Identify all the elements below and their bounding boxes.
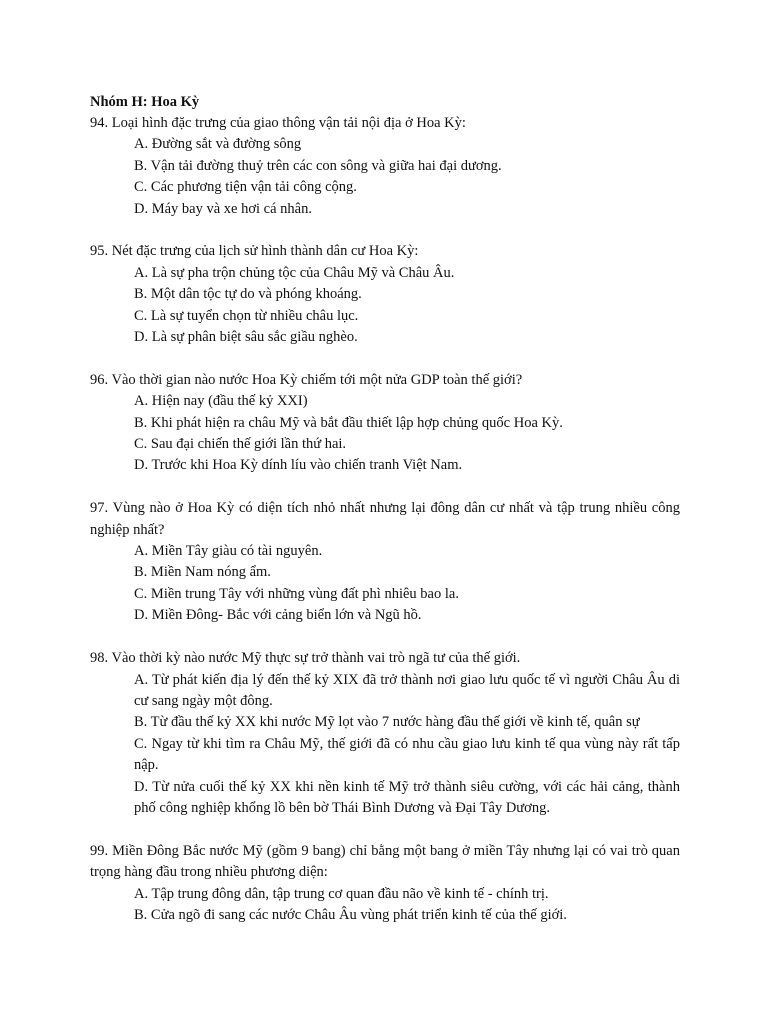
option-b: B. Một dân tộc tự do và phóng khoáng. — [134, 286, 362, 303]
question-text: 99. Miền Đông Bắc nước Mỹ (gồm 9 bang) chỉ bằng một bang ở miền Tây nhưng lại có vai trò quan trọng hàng đầu trong nhiều phương diện: — [90, 842, 680, 881]
option-a: A. Hiện nay (đầu thế kỷ XXI) — [134, 393, 308, 410]
answer-options — [90, 541, 680, 627]
option-b: B. Khi phát hiện ra châu Mỹ và bắt đầu thiết lập hợp chủng quốc Hoa Kỳ. — [134, 414, 563, 431]
answer-options — [90, 884, 680, 927]
option-d: D. Miền Đông- Bắc với cảng biển lớn và Ngũ hồ. — [134, 607, 422, 624]
option-a: A. Đường sắt và đường sông — [134, 136, 302, 153]
question-96 — [90, 370, 680, 477]
option-a: A. Miền Tây giàu có tài nguyên. — [134, 543, 323, 560]
question-text: 96. Vào thời gian nào nước Hoa Kỳ chiếm tới một nửa GDP toàn thế giới? — [90, 371, 523, 388]
answer-options — [90, 391, 680, 477]
question-94 — [90, 113, 680, 220]
question-98 — [90, 648, 680, 819]
spacer — [90, 477, 680, 498]
spacer — [90, 348, 680, 369]
option-c: C. Ngay từ khi tìm ra Châu Mỹ, thế giới đã có nhu cầu giao lưu kinh tế qua vùng này rất tấp nập. — [134, 735, 680, 774]
spacer — [90, 819, 680, 840]
answer-options — [90, 670, 680, 820]
question-text: 98. Vào thời kỳ nào nước Mỹ thực sự trở thành vai trò ngã tư của thế giới. — [90, 650, 521, 667]
answer-options — [90, 263, 680, 349]
question-95 — [90, 241, 680, 348]
section-heading: Nhóm H: Hoa Kỳ — [90, 94, 200, 110]
question-97 — [90, 498, 680, 626]
option-c: C. Các phương tiện vận tải công cộng. — [134, 179, 357, 196]
option-a: A. Tập trung đông dân, tập trung cơ quan đầu não về kinh tế - chính trị. — [134, 885, 549, 902]
option-b: B. Vận tải đường thuỷ trên các con sông và giữa hai đại dương. — [134, 157, 502, 174]
option-c: C. Miền trung Tây với những vùng đất phì nhiêu bao la. — [134, 585, 459, 602]
option-d: D. Máy bay và xe hơi cá nhân. — [134, 200, 312, 217]
option-d: D. Từ nửa cuối thế kỷ XX khi nền kinh tế Mỹ trở thành siêu cường, với các hải cảng, thành phố công nghiệp khổng lồ bên bờ Thái Bình Dương và Đại Tây Dương. — [134, 778, 680, 816]
option-a: A. Từ phát kiến địa lý đến thế kỷ XIX đã trở thành nơi giao lưu quốc tế vì người Châu Âu di cư sang ngày một đông. — [134, 671, 680, 709]
option-b: B. Từ đầu thế kỷ XX khi nước Mỹ lọt vào 7 nước hàng đầu thế giới về kinh tế, quân sự — [134, 714, 640, 731]
option-d: D. Trước khi Hoa Kỳ dính líu vào chiến tranh Việt Nam. — [134, 457, 463, 474]
option-c: C. Sau đại chiến thế giới lần thứ hai. — [134, 436, 347, 453]
document-page — [90, 91, 680, 926]
option-a: A. Là sự pha trộn chủng tộc của Châu Mỹ và Châu Âu. — [134, 264, 455, 281]
spacer — [90, 220, 680, 241]
question-text: 97. Vùng nào ở Hoa Kỳ có diện tích nhỏ nhất nhưng lại đông dân cư nhất và tập trung nhiều công nghiệp nhất? — [90, 500, 680, 538]
question-text: 94. Loại hình đặc trưng của giao thông vận tải nội địa ở Hoa Kỳ: — [90, 115, 466, 131]
question-text: 95. Nét đặc trưng của lịch sử hình thành dân cư Hoa Kỳ: — [90, 243, 419, 260]
option-c: C. Là sự tuyển chọn từ nhiều châu lục. — [134, 307, 359, 324]
spacer — [90, 627, 680, 648]
option-b: B. Cửa ngõ đi sang các nước Châu Âu vùng phát triển kinh tế của thế giới. — [134, 906, 567, 923]
option-d: D. Là sự phân biệt sâu sắc giầu nghèo. — [134, 329, 358, 346]
answer-options — [90, 134, 680, 220]
option-b: B. Miền Nam nóng ẩm. — [134, 564, 271, 581]
question-99 — [90, 841, 680, 927]
